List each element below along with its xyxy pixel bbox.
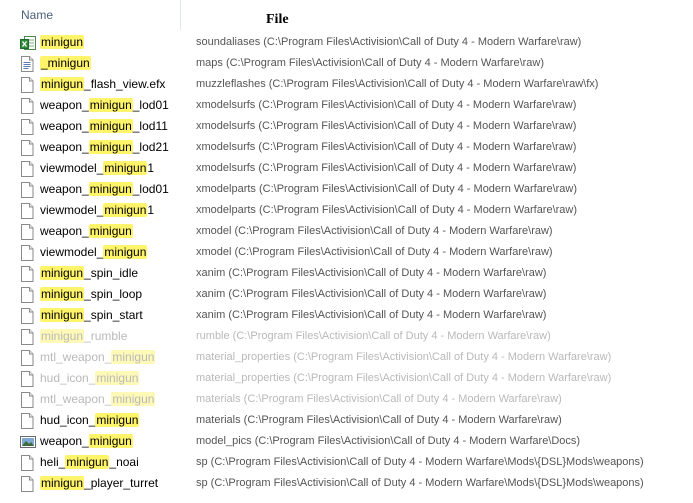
generic-file-icon xyxy=(20,266,34,282)
file-name-prefix: hud_icon_ xyxy=(40,371,96,385)
search-highlight: minigun xyxy=(89,98,132,112)
file-name xyxy=(40,476,158,491)
file-location: xmodel (C:\Program Files\Activision\Call of Duty 4 - Modern Warfare\raw) xyxy=(196,246,553,258)
file-location: xmodelparts (C:\Program Files\Activision\Call of Duty 4 - Modern Warfare\raw) xyxy=(196,183,578,195)
file-location: model_pics (C:\Program Files\Activision\Call of Duty 4 - Modern Warfare\Docs) xyxy=(196,435,581,447)
generic-file-icon xyxy=(20,77,34,93)
name-column-label: Name xyxy=(21,8,54,22)
list-item[interactable] xyxy=(0,53,693,74)
list-item[interactable] xyxy=(0,179,693,200)
generic-file-icon xyxy=(20,371,34,387)
file-name-suffix: _spin_loop xyxy=(84,287,143,301)
file-name-suffix: _rumble xyxy=(84,329,128,343)
generic-file-icon xyxy=(20,329,34,345)
file-name xyxy=(40,308,143,323)
file-name xyxy=(40,392,155,407)
image-file-icon xyxy=(20,434,34,450)
file-name-suffix: _lod21 xyxy=(132,140,169,154)
list-item[interactable] xyxy=(0,326,693,347)
file-location: xmodelsurfs (C:\Program Files\Activision\Call of Duty 4 - Modern Warfare\raw) xyxy=(196,99,577,111)
file-location: rumble (C:\Program Files\Activision\Call of Duty 4 - Modern Warfare\raw) xyxy=(196,330,551,342)
generic-file-icon xyxy=(20,119,34,135)
file-name-prefix: heli_ xyxy=(40,455,66,469)
generic-file-icon xyxy=(20,224,34,240)
list-item[interactable] xyxy=(0,452,693,473)
file-location: material_properties (C:\Program Files\Activision\Call of Duty 4 - Modern Warfare\raw) xyxy=(196,351,612,363)
file-name-suffix: 1 xyxy=(147,203,155,217)
list-item[interactable] xyxy=(0,116,693,137)
file-name xyxy=(40,329,127,344)
text-file-icon xyxy=(20,56,34,72)
file-location: xmodelsurfs (C:\Program Files\Activision\Call of Duty 4 - Modern Warfare\raw) xyxy=(196,162,577,174)
list-item[interactable] xyxy=(0,410,693,431)
file-location: xanim (C:\Program Files\Activision\Call of Duty 4 - Modern Warfare\raw) xyxy=(196,288,547,300)
search-highlight: minigun xyxy=(89,119,132,133)
image-file-icon xyxy=(20,434,36,450)
generic-file-icon xyxy=(20,392,34,408)
file-name xyxy=(40,161,154,176)
generic-file-icon xyxy=(20,476,34,492)
file-name-prefix: weapon_ xyxy=(40,119,89,133)
generic-file-icon xyxy=(20,98,34,114)
file-location: xmodelsurfs (C:\Program Files\Activision\Call of Duty 4 - Modern Warfare\raw) xyxy=(196,120,577,132)
file-name-prefix: weapon_ xyxy=(40,182,89,196)
generic-file-icon xyxy=(20,476,34,492)
file-name-suffix: _flash_view.efx xyxy=(84,77,166,91)
search-highlight: _minigun xyxy=(41,56,90,70)
generic-file-icon xyxy=(20,455,34,471)
file-location: material_properties (C:\Program Files\Activision\Call of Duty 4 - Modern Warfare\raw) xyxy=(196,372,612,384)
generic-file-icon xyxy=(20,245,34,261)
file-name xyxy=(40,77,165,92)
file-location: xmodel (C:\Program Files\Activision\Call of Duty 4 - Modern Warfare\raw) xyxy=(196,225,553,237)
generic-file-icon xyxy=(20,371,34,387)
file-location: sp (C:\Program Files\Activision\Call of Duty 4 - Modern Warfare\Mods\{DSL}Mods\weapons) xyxy=(196,477,644,489)
file-location: maps (C:\Program Files\Activision\Call of Duty 4 - Modern Warfare\raw) xyxy=(196,57,545,69)
name-column-header[interactable] xyxy=(0,0,181,30)
file-location: xanim (C:\Program Files\Activision\Call of Duty 4 - Modern Warfare\raw) xyxy=(196,309,547,321)
list-item[interactable] xyxy=(0,305,693,326)
file-location: materials (C:\Program Files\Activision\Call of Duty 4 - Modern Warfare\raw) xyxy=(196,414,562,426)
search-highlight: minigun xyxy=(41,77,84,91)
generic-file-icon xyxy=(20,308,34,324)
generic-file-icon xyxy=(20,98,34,114)
list-item[interactable] xyxy=(0,95,693,116)
file-name-prefix: viewmodel_ xyxy=(40,203,104,217)
file-list xyxy=(0,32,693,494)
file-name-suffix: _noai xyxy=(109,455,139,469)
list-item[interactable] xyxy=(0,200,693,221)
list-item[interactable] xyxy=(0,242,693,263)
generic-file-icon xyxy=(20,308,34,324)
search-highlight: minigun xyxy=(41,266,84,280)
list-item[interactable] xyxy=(0,32,693,53)
search-highlight: minigun xyxy=(96,371,139,385)
file-name-prefix: viewmodel_ xyxy=(40,161,104,175)
search-highlight: minigun xyxy=(96,413,139,427)
generic-file-icon xyxy=(20,224,34,240)
generic-file-icon xyxy=(20,119,34,135)
list-item[interactable] xyxy=(0,368,693,389)
file-name xyxy=(40,35,84,50)
file-location: muzzleflashes (C:\Program Files\Activision\Call of Duty 4 - Modern Warfare\raw\fx) xyxy=(196,78,599,90)
generic-file-icon xyxy=(20,287,34,303)
file-name xyxy=(40,203,154,218)
generic-file-icon xyxy=(20,455,34,471)
generic-file-icon xyxy=(20,350,34,366)
list-item[interactable] xyxy=(0,431,693,452)
file-name xyxy=(40,119,168,134)
generic-file-icon xyxy=(20,203,34,219)
file-name-prefix: weapon_ xyxy=(40,140,89,154)
file-name-prefix: weapon_ xyxy=(40,434,89,448)
generic-file-icon xyxy=(20,287,34,303)
generic-file-icon xyxy=(20,245,34,261)
file-name-suffix: _lod01 xyxy=(132,98,169,112)
list-item[interactable] xyxy=(0,284,693,305)
generic-file-icon xyxy=(20,413,34,429)
generic-file-icon xyxy=(20,161,34,177)
file-name-prefix: viewmodel_ xyxy=(40,245,104,259)
list-item[interactable] xyxy=(0,221,693,242)
file-name xyxy=(40,413,139,428)
list-item[interactable] xyxy=(0,137,693,158)
generic-file-icon xyxy=(20,266,34,282)
generic-file-icon xyxy=(20,350,34,366)
file-name xyxy=(40,371,139,386)
file-location: materials (C:\Program Files\Activision\Call of Duty 4 - Modern Warfare\raw) xyxy=(196,393,562,405)
file-location: sp (C:\Program Files\Activision\Call of Duty 4 - Modern Warfare\Mods\{DSL}Mods\weapons) xyxy=(196,456,644,468)
list-item[interactable] xyxy=(0,263,693,284)
list-item[interactable] xyxy=(0,389,693,410)
list-header xyxy=(0,0,693,30)
file-name-prefix: hud_icon_ xyxy=(40,413,96,427)
page-title: File xyxy=(266,12,289,27)
search-highlight: minigun xyxy=(89,224,132,238)
generic-file-icon xyxy=(20,413,34,429)
generic-file-icon xyxy=(20,140,34,156)
file-name-suffix: _lod11 xyxy=(132,119,168,133)
list-item[interactable] xyxy=(0,74,693,95)
generic-file-icon xyxy=(20,182,34,198)
file-name-suffix: 1 xyxy=(147,161,155,175)
search-highlight: minigun xyxy=(104,245,147,259)
search-highlight: minigun xyxy=(112,392,155,406)
generic-file-icon xyxy=(20,203,34,219)
file-name xyxy=(40,266,138,281)
file-name xyxy=(40,98,169,113)
generic-file-icon xyxy=(20,161,34,177)
file-name-suffix: _player_turret xyxy=(84,476,159,490)
generic-file-icon xyxy=(20,392,34,408)
search-highlight: minigun xyxy=(104,161,147,175)
list-item[interactable] xyxy=(0,347,693,368)
file-name xyxy=(40,182,169,197)
file-name-suffix: _spin_idle xyxy=(84,266,139,280)
file-name-prefix: weapon_ xyxy=(40,224,89,238)
list-item[interactable] xyxy=(0,158,693,179)
file-name-prefix: mtl_weapon_ xyxy=(40,392,112,406)
excel-file-icon xyxy=(20,35,34,51)
file-name xyxy=(40,140,169,155)
file-name xyxy=(40,287,142,302)
search-highlight: minigun xyxy=(66,455,109,469)
generic-file-icon xyxy=(20,182,34,198)
search-highlight: minigun xyxy=(41,476,84,490)
file-name-suffix: _lod01 xyxy=(132,182,169,196)
file-name-suffix: _spin_start xyxy=(84,308,143,322)
search-highlight: minigun xyxy=(41,308,84,322)
search-highlight: minigun xyxy=(89,434,132,448)
file-name xyxy=(40,350,155,365)
generic-file-icon xyxy=(20,329,34,345)
file-name xyxy=(40,245,147,260)
file-name xyxy=(40,224,133,239)
search-highlight: minigun xyxy=(41,35,84,49)
search-highlight: minigun xyxy=(89,140,132,154)
file-name-prefix: mtl_weapon_ xyxy=(40,350,112,364)
file-name xyxy=(40,455,139,470)
list-item[interactable] xyxy=(0,473,693,494)
file-name-prefix: weapon_ xyxy=(40,98,89,112)
file-name xyxy=(40,56,91,71)
generic-file-icon xyxy=(20,77,34,93)
search-highlight: minigun xyxy=(41,329,84,343)
search-highlight: minigun xyxy=(104,203,147,217)
search-highlight: minigun xyxy=(89,182,132,196)
excel-file-icon xyxy=(20,35,36,51)
file-location: soundaliases (C:\Program Files\Activision\Call of Duty 4 - Modern Warfare\raw) xyxy=(196,36,582,48)
text-file-icon xyxy=(20,56,34,72)
file-location: xmodelparts (C:\Program Files\Activision\Call of Duty 4 - Modern Warfare\raw) xyxy=(196,204,578,216)
search-highlight: minigun xyxy=(41,287,84,301)
file-name xyxy=(40,434,133,449)
file-location: xmodelsurfs (C:\Program Files\Activision\Call of Duty 4 - Modern Warfare\raw) xyxy=(196,141,577,153)
file-location: xanim (C:\Program Files\Activision\Call of Duty 4 - Modern Warfare\raw) xyxy=(196,267,547,279)
search-highlight: minigun xyxy=(112,350,155,364)
generic-file-icon xyxy=(20,140,34,156)
